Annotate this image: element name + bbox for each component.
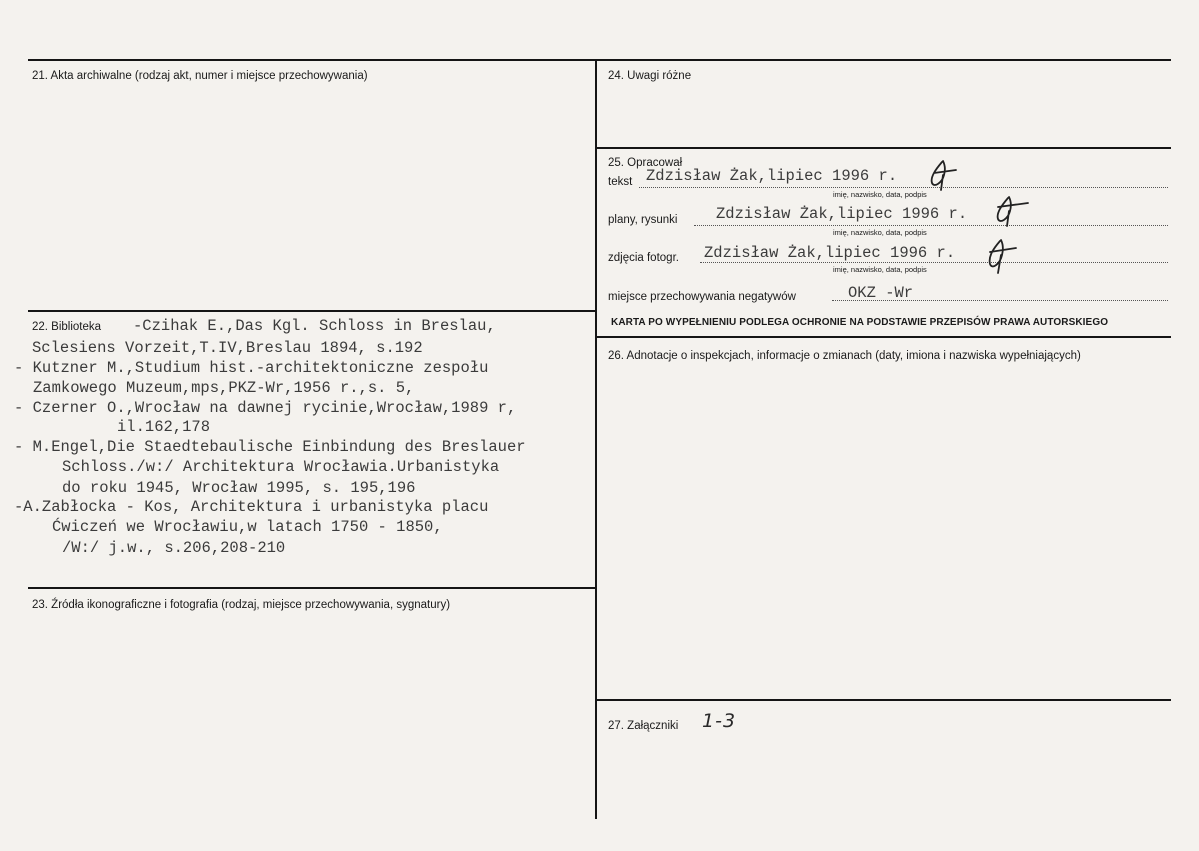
plany-dotted-line: [694, 225, 1168, 226]
attachments-value: 1-3: [702, 710, 737, 732]
tekst-hint: imię, nazwisko, data, podpis: [833, 190, 927, 199]
bib-line-1: -Czihak E.,Das Kgl. Schloss in Breslau,: [133, 317, 496, 335]
bib-line-4: Zamkowego Muzeum,mps,PKZ-Wr,1956 r.,s. 5,: [33, 379, 415, 397]
plany-value: Zdzisław Żak,lipiec 1996 r.: [716, 205, 968, 223]
bib-line-5: - Czerner O.,Wrocław na dawnej rycinie,Wrocław,1989 r,: [14, 399, 517, 417]
negatives-label: miejsce przechowywania negatywów: [608, 291, 796, 303]
bib-line-3: - Kutzner M.,Studium hist.-architektoniczne zespołu: [14, 359, 489, 377]
signature-icon: [924, 159, 960, 191]
tekst-value: Zdzisław Żak,lipiec 1996 r.: [646, 167, 898, 185]
bib-line-7: - M.Engel,Die Staedtebaulische Einbindung des Breslauer: [14, 438, 526, 456]
section-21-label: 21. Akta archiwalne (rodzaj akt, numer i miejsce przechowywania): [32, 70, 368, 82]
section-23-label: 23. Źródła ikonograficzne i fotografia (rodzaj, miejsce przechowywania, sygnatury): [32, 599, 451, 611]
rule-25-26: [596, 336, 1171, 338]
rule-21-22: [28, 310, 596, 312]
rule-26-27: [596, 699, 1171, 701]
section-27-label: 27. Załączniki: [608, 720, 679, 732]
zdjecia-hint: imię, nazwisko, data, podpis: [833, 265, 927, 274]
signature-icon: [990, 195, 1030, 227]
zdjecia-value: Zdzisław Żak,lipiec 1996 r.: [704, 244, 956, 262]
signature-icon: [982, 238, 1018, 274]
zdjecia-label: zdjęcia fotogr.: [608, 252, 679, 264]
rule-22-23: [28, 587, 596, 589]
plany-hint: imię, nazwisko, data, podpis: [833, 228, 927, 237]
tekst-dotted-line: [639, 187, 1168, 188]
section-25-label: 25. Opracował: [608, 157, 683, 169]
bib-line-9: do roku 1945, Wrocław 1995, s. 195,196: [62, 479, 416, 497]
bib-line-10: -A.Zabłocka - Kos, Architektura i urbanistyka placu: [14, 498, 489, 516]
copyright-notice: KARTA PO WYPEŁNIENIU PODLEGA OCHRONIE NA PODSTAWIE PRZEPISÓW PRAWA AUTORSKIEGO: [611, 317, 1109, 328]
tekst-label: tekst: [608, 176, 633, 188]
top-rule: [28, 59, 1171, 61]
plany-label: plany, rysunki: [608, 214, 678, 226]
section-22-label: 22. Biblioteka: [32, 321, 102, 333]
negatives-value: OKZ -Wr: [848, 284, 914, 302]
center-divider: [595, 59, 597, 819]
bib-line-6: il.162,178: [117, 418, 211, 436]
bib-line-11: Ćwiczeń we Wrocławiu,w latach 1750 - 1850,: [52, 518, 443, 536]
section-24-label: 24. Uwagi różne: [608, 70, 692, 82]
bib-line-2: Sclesiens Vorzeit,T.IV,Breslau 1894, s.192: [32, 339, 423, 357]
bib-line-8: Schloss./w:/ Architektura Wrocławia.Urbanistyka: [62, 458, 500, 476]
rule-24-25: [596, 147, 1171, 149]
section-26-label: 26. Adnotacje o inspekcjach, informacje o zmianach (daty, imiona i nazwiska wypełniających): [608, 350, 1081, 362]
bib-line-12: /W:/ j.w., s.206,208-210: [62, 539, 286, 557]
